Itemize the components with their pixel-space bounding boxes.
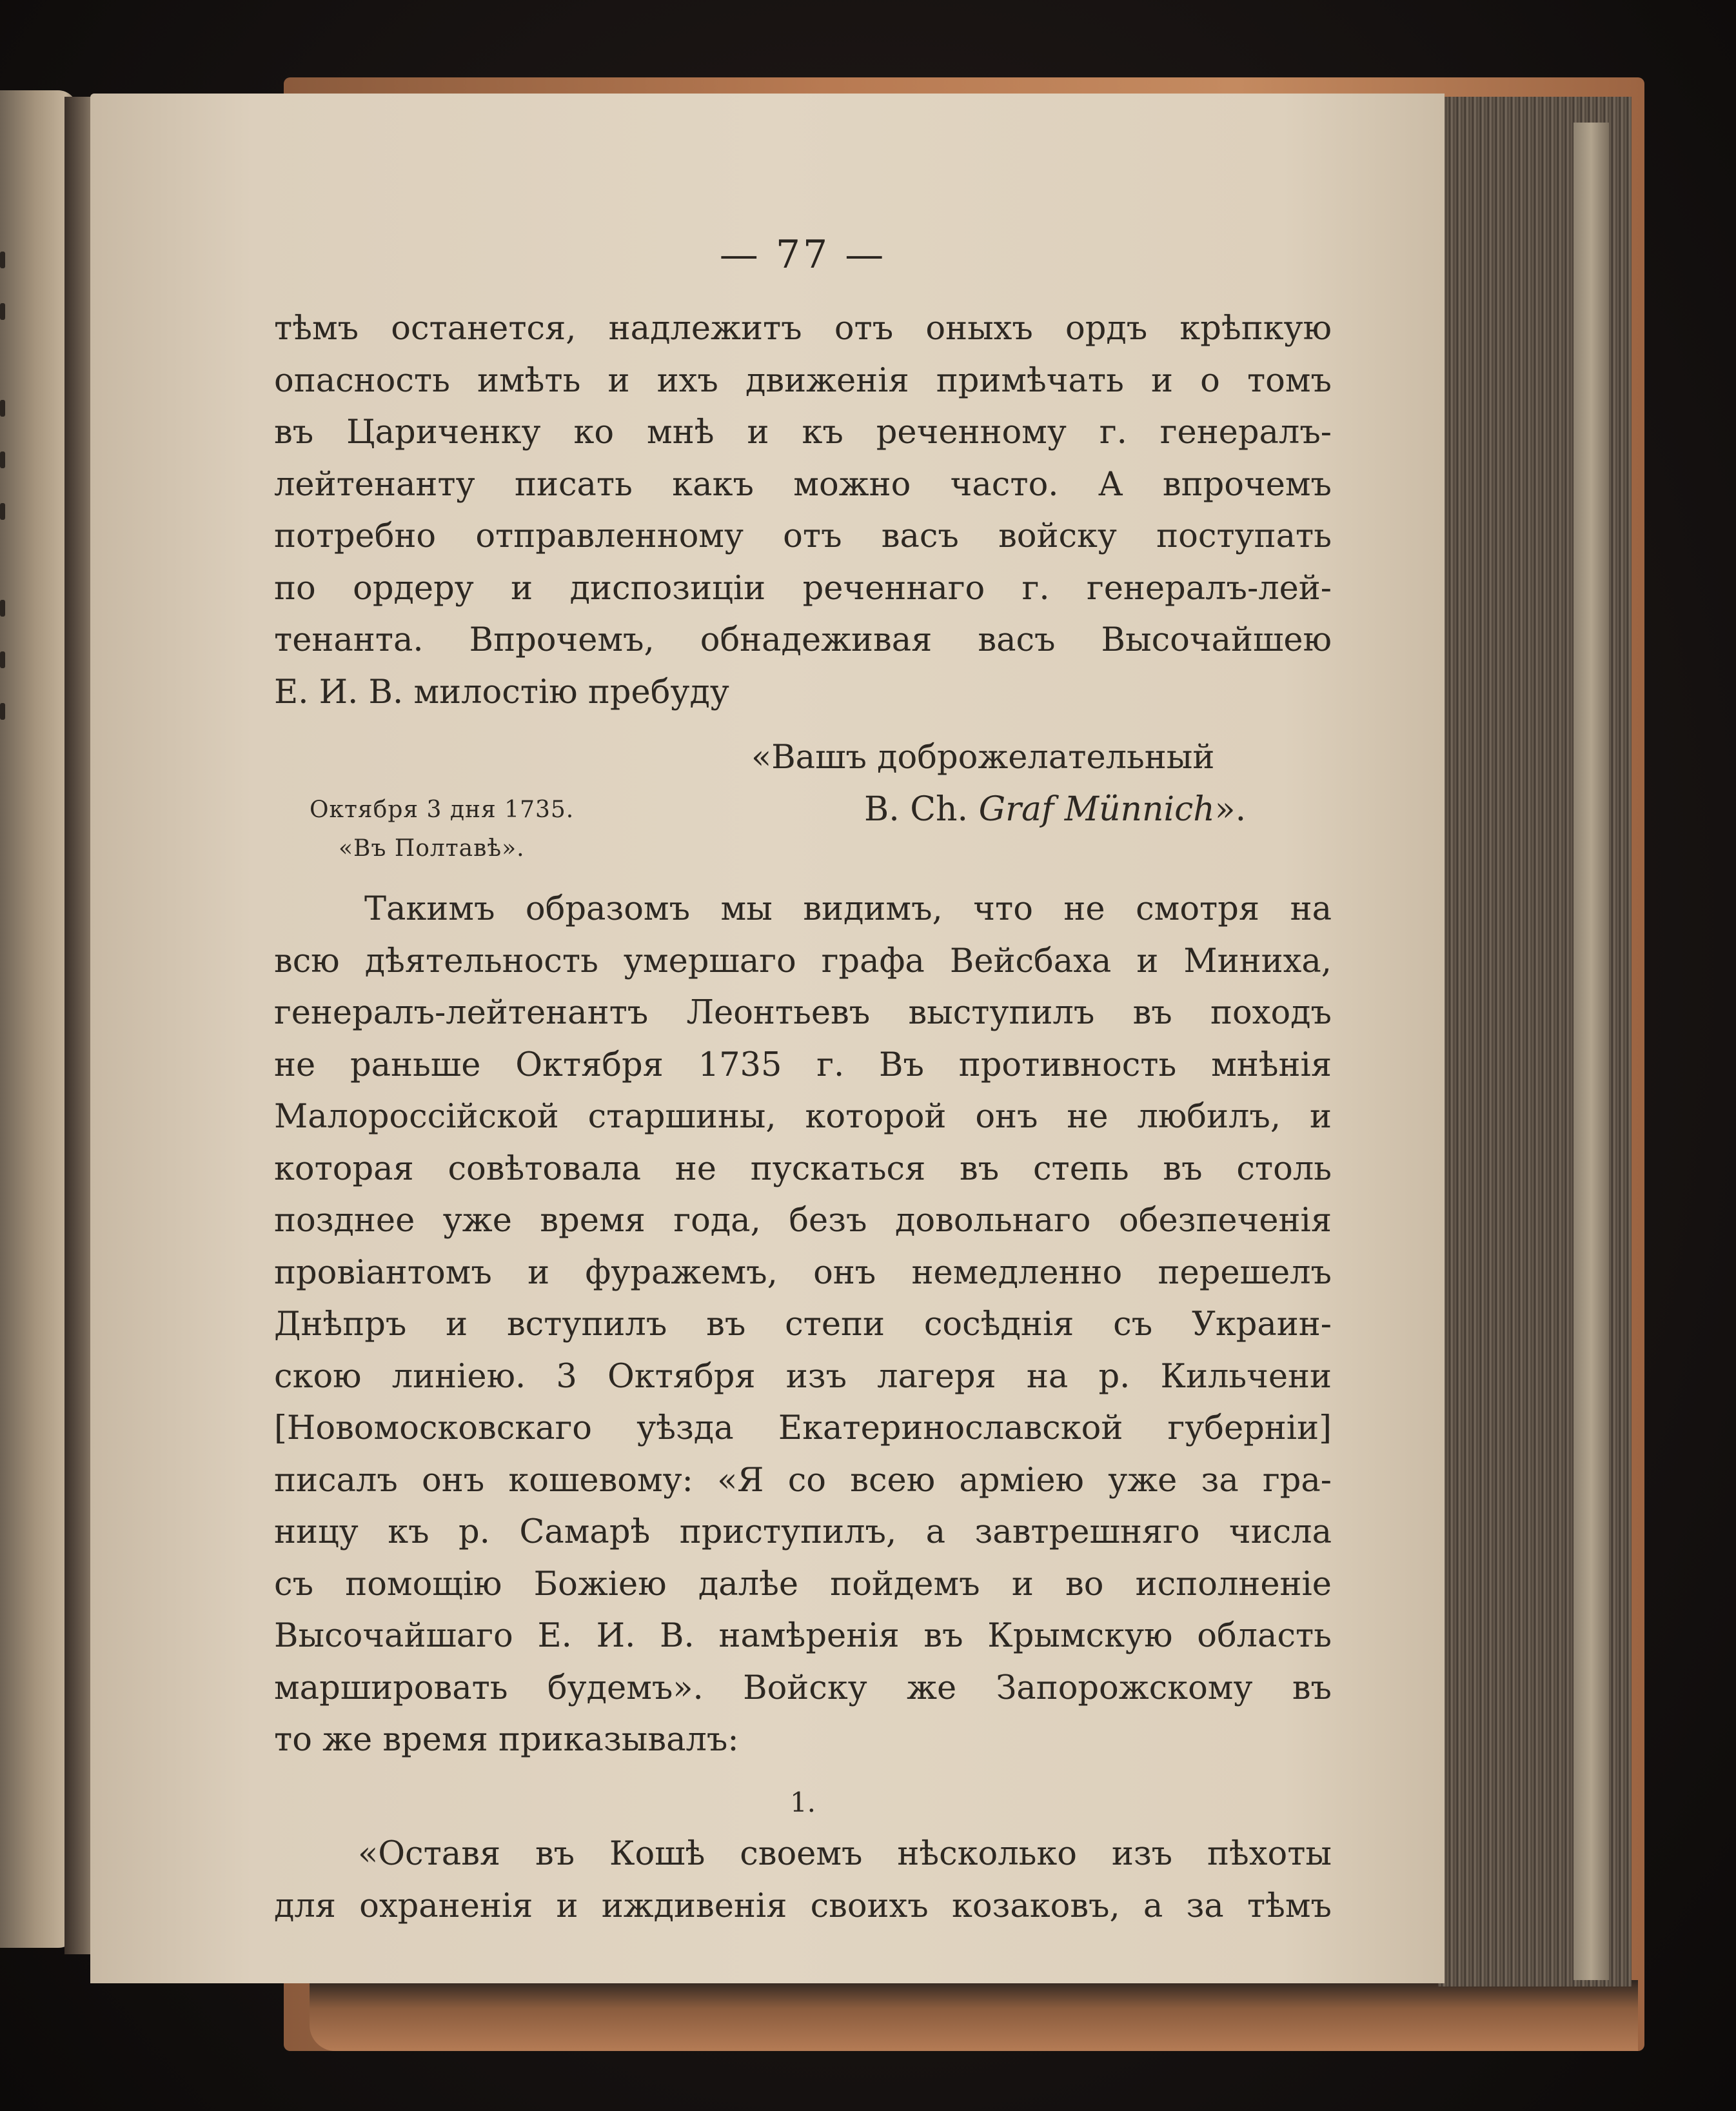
left-page-glyph (0, 252, 5, 268)
narrative-line: Малороссійской старшины, которой онъ не любилъ, и (274, 1098, 1332, 1136)
narrative-line: Днѣпръ и вступилъ въ степи сосѣднія съ Украин- (274, 1305, 1332, 1343)
letter-line: тенанта. Впрочемъ, обнадеживая васъ Высочайшею (274, 621, 1332, 659)
left-page-glyph (0, 303, 5, 320)
letter-date: Октября 3 дня 1735. (310, 797, 575, 823)
letter-line: потребно отправленному отъ васъ войску поступать (274, 517, 1332, 555)
left-page-glyph (0, 600, 5, 617)
letter-line: въ Цариченку ко мнѣ и къ реченному г. генералъ- (274, 413, 1332, 451)
narrative-line: то же время приказывалъ: (274, 1721, 739, 1759)
left-page-glyph (0, 400, 5, 417)
letter-body (274, 303, 1332, 719)
narrative-line: провіантомъ и фуражемъ, онъ немедленно перешелъ (274, 1253, 1332, 1292)
letter-line: опасность имѣть и ихъ движенія примѣчать и о томъ (274, 361, 1332, 400)
narrative-line: [Новомосковскаго уѣзда Екатеринославской губерніи] (274, 1409, 1332, 1447)
left-page-glyph (0, 703, 5, 720)
narrative-line: ницу къ р. Самарѣ приступилъ, а завтрешняго числа (274, 1513, 1332, 1551)
item-number: 1. (789, 1787, 816, 1818)
letter-line: по ордеру и диспозиціи реченнаго г. генералъ-лей- (274, 569, 1332, 608)
left-page-glyph (0, 503, 5, 520)
letter-closing: «Вашъ доброжелательный (751, 738, 1215, 777)
item-line: для охраненія и иждивенія своихъ козаковъ, а за тѣмъ (274, 1887, 1332, 1925)
item-line: «Оставя въ Кошѣ своемъ нѣсколько изъ пѣхоты (358, 1835, 1332, 1873)
letter-line: Е. И. В. милостію пребуду (274, 673, 729, 711)
narrative-line: скою линіею. 3 Октября изъ лагеря на р. Кильчени (274, 1357, 1332, 1396)
signature-suffix: ». (1214, 790, 1247, 829)
narrative-line: позднее уже время года, безъ довольнаго обезпеченія (274, 1202, 1332, 1240)
letter-place: «Въ Полтавѣ». (339, 835, 525, 862)
narrative-line: которая совѣтовала не пускаться въ степь въ столь (274, 1149, 1332, 1188)
signature-prefix: В. Ch. (864, 790, 969, 829)
page-number: — 77 — (719, 232, 887, 277)
book-page (90, 94, 1445, 1983)
narrative-line: всю дѣятельность умершаго графа Вейсбаха и Миниха, (274, 942, 1332, 980)
narrative-line: не раньше Октября 1735 г. Въ противность мнѣнія (274, 1046, 1332, 1084)
narrative-line: Высочайшаго Е. И. В. намѣренія въ Крымскую область (274, 1617, 1332, 1655)
narrative-line: маршировать будемъ». Войску же Запорожскому въ (274, 1669, 1332, 1707)
letter-line: лейтенанту писать какъ можно часто. А впрочемъ (274, 465, 1332, 504)
narrative-line: съ помощію Божіею далѣе пойдемъ и во исполненіе (274, 1565, 1332, 1603)
left-page-glyph (0, 651, 5, 668)
item-paragraph (274, 1829, 1332, 1932)
page-block-highlight (1573, 123, 1609, 1980)
narrative-line: писалъ онъ кошевому: «Я со всею арміею уже за гра- (274, 1461, 1332, 1500)
narrative-line: генералъ-лейтенантъ Леонтьевъ выступилъ въ походъ (274, 994, 1332, 1032)
signature-name: Graf Münnich (978, 790, 1215, 829)
narrative-paragraph (274, 884, 1332, 1767)
letter-line: тѣмъ останется, надлежитъ отъ оныхъ ордъ крѣпкую (274, 310, 1332, 348)
left-page-glyph (0, 451, 5, 468)
letter-signature (864, 790, 1246, 829)
narrative-line: Такимъ образомъ мы видимъ, что не смотря на (364, 890, 1332, 928)
book-cover-bottom (310, 1980, 1638, 2051)
